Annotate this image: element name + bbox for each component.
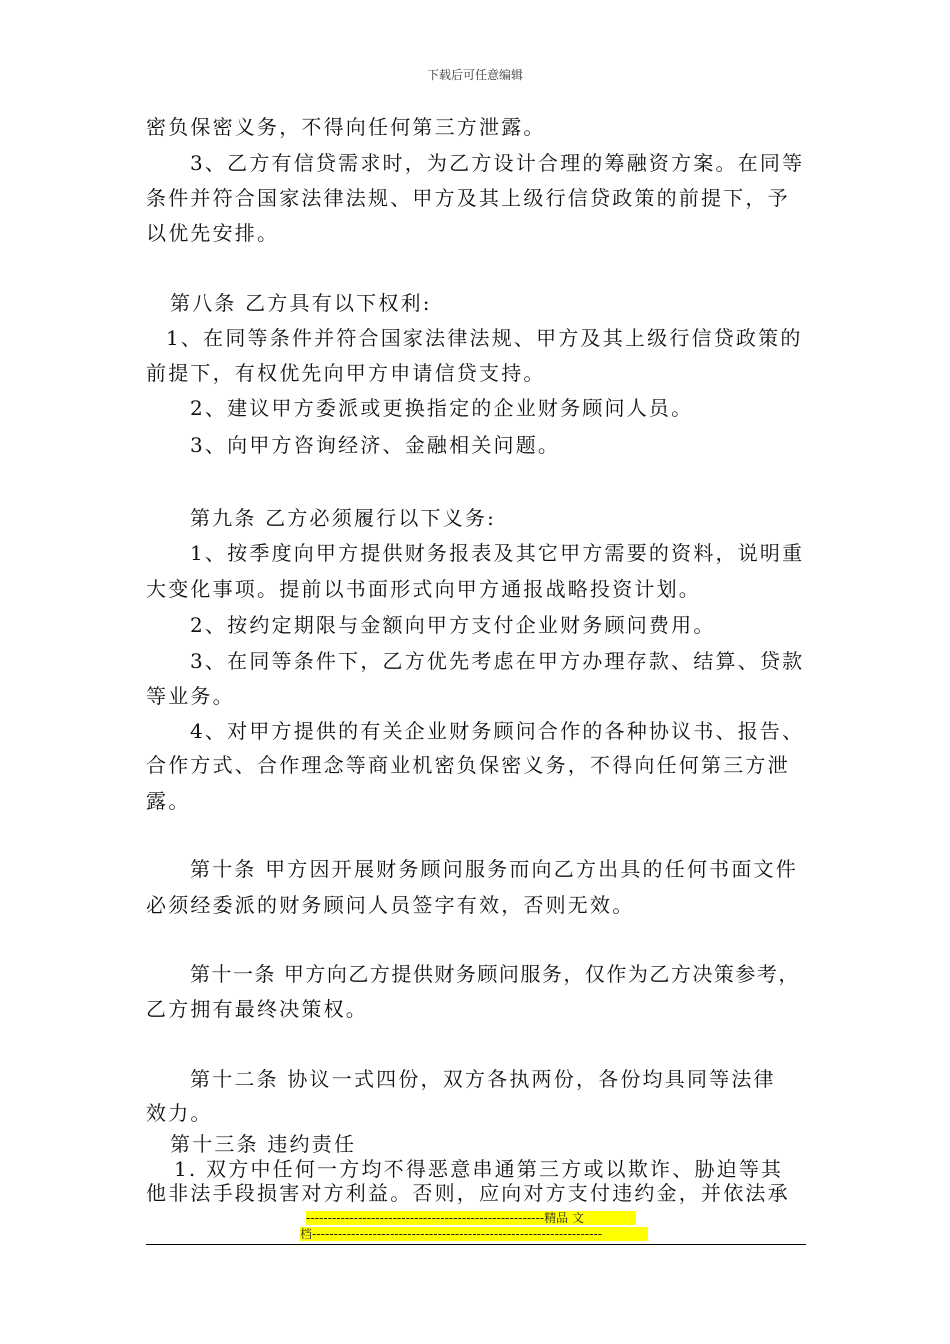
- body-line: 他非法手段损害对方利益。否则，应向对方支付违约金，并依法承: [146, 1181, 790, 1205]
- body-line: 3、向甲方咨询经济、金融相关问题。: [190, 433, 561, 457]
- body-line: 效力。: [146, 1101, 213, 1125]
- body-line: 4、对甲方提供的有关企业财务顾问合作的各种协议书、报告、: [190, 719, 805, 743]
- article-heading: 第十二条 协议一式四份，双方各执两份，各份均具同等法律: [190, 1067, 776, 1091]
- body-line: 以优先安排。: [146, 221, 280, 245]
- body-line: 3、乙方有信贷需求时，为乙方设计合理的筹融资方案。在同等: [190, 151, 805, 175]
- body-line: 乙方拥有最终决策权。: [146, 997, 368, 1021]
- body-line: 1、在同等条件并符合国家法律法规、甲方及其上级行信贷政策的: [166, 326, 803, 350]
- body-line: 1、按季度向甲方提供财务报表及其它甲方需要的资料，说明重: [190, 541, 805, 565]
- footer-watermark-line1: -------------------------------------------------------精品 文: [306, 1211, 636, 1225]
- article-heading: 第十条 甲方因开展财务顾问服务而向乙方出具的任何书面文件: [190, 857, 798, 881]
- body-line: 露。: [146, 789, 191, 813]
- body-line: 密负保密义务，不得向任何第三方泄露。: [146, 115, 546, 139]
- body-line: 1. 双方中任何一方均不得恶意串通第三方或以欺诈、胁迫等其: [174, 1157, 784, 1181]
- body-line: 条件并符合国家法律法规、甲方及其上级行信贷政策的前提下，予: [146, 186, 790, 210]
- body-line: 合作方式、合作理念等商业机密负保密义务，不得向任何第三方泄: [146, 753, 790, 777]
- article-heading: 第八条 乙方具有以下权利:: [170, 291, 432, 315]
- body-line: 2、建议甲方委派或更换指定的企业财务顾问人员。: [190, 396, 694, 420]
- body-line: 2、按约定期限与金额向甲方支付企业财务顾问费用。: [190, 613, 716, 637]
- body-line: 必须经委派的财务顾问人员签字有效，否则无效。: [146, 893, 635, 917]
- body-line: 大变化事项。提前以书面形式向甲方通报战略投资计划。: [146, 577, 701, 601]
- article-heading: 第十三条 违约责任: [170, 1132, 357, 1156]
- footer-rule: [146, 1244, 806, 1245]
- article-heading: 第十一条 甲方向乙方提供财务顾问服务，仅作为乙方决策参考，: [190, 962, 800, 986]
- page-header: 下载后可任意编辑: [426, 68, 523, 82]
- body-line: 3、在同等条件下，乙方优先考虑在甲方办理存款、结算、贷款: [190, 649, 805, 673]
- article-heading: 第九条 乙方必须履行以下义务:: [190, 506, 497, 530]
- footer-watermark-line2: 档-------------------------------------------------------------------: [300, 1227, 648, 1241]
- body-line: 前提下，有权优先向甲方申请信贷支持。: [146, 361, 546, 385]
- body-line: 等业务。: [146, 684, 235, 708]
